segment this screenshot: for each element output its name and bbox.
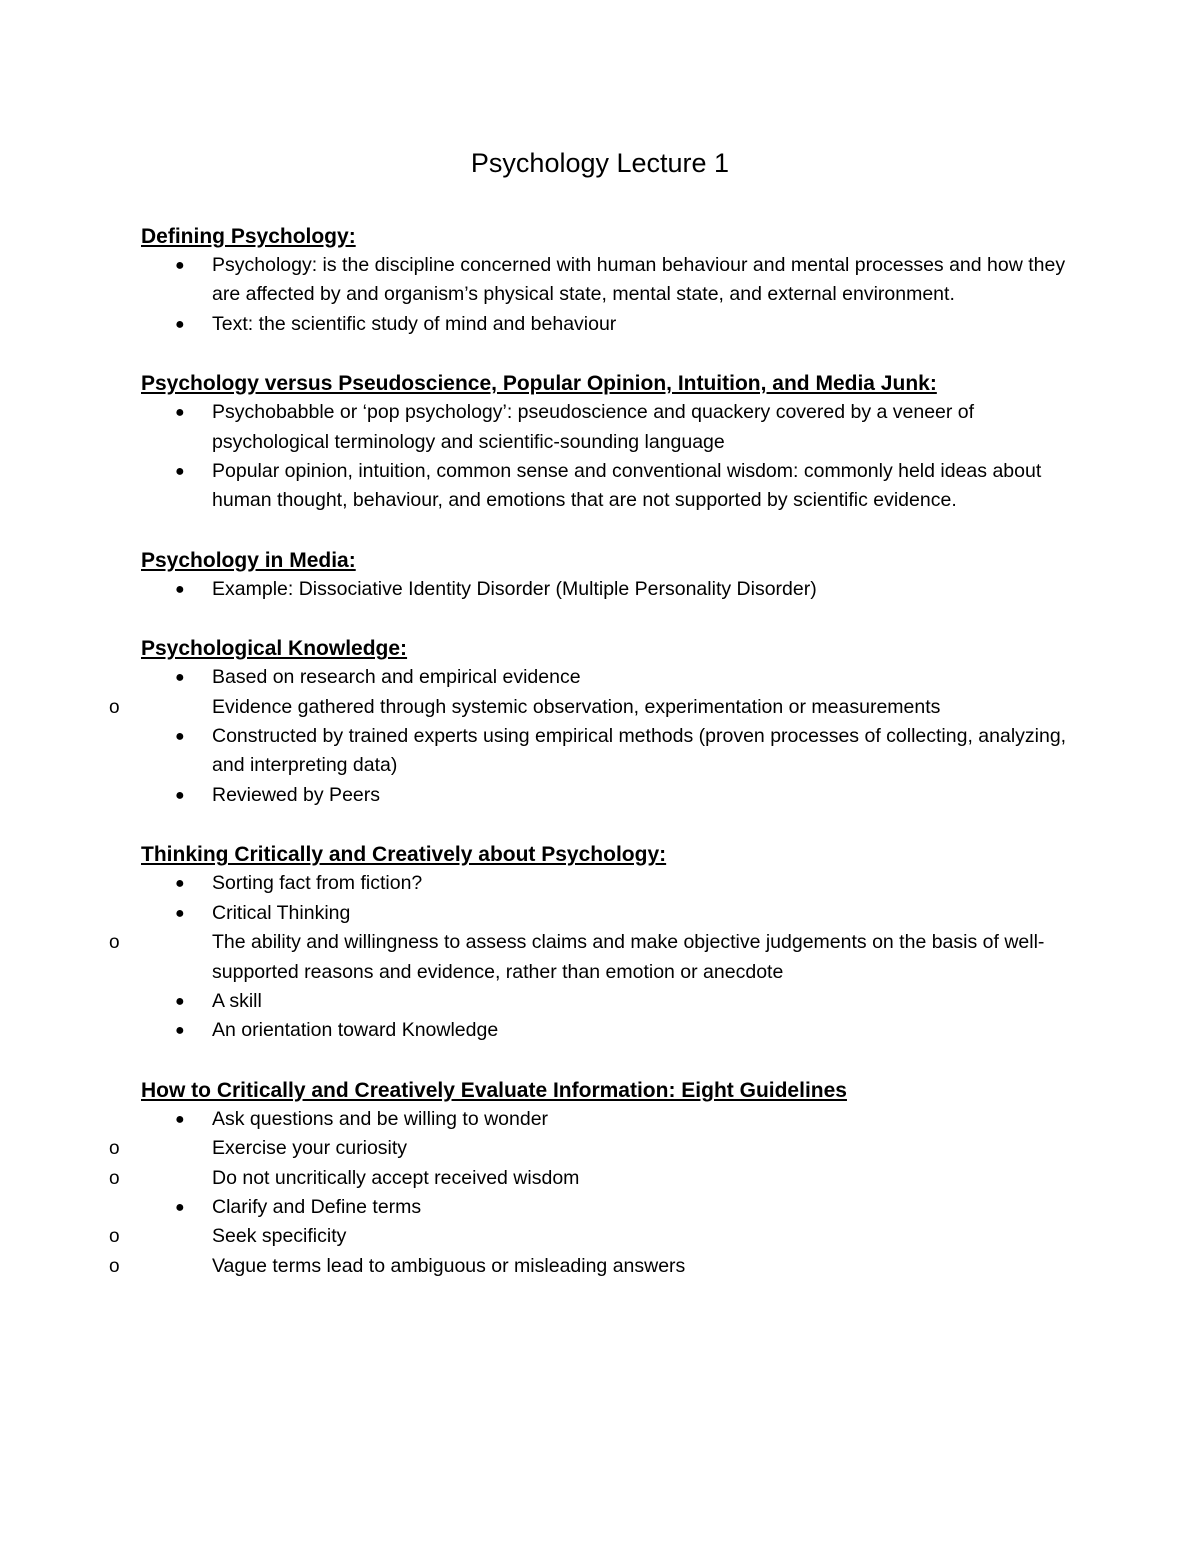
bullet-list: [109, 663, 1071, 810]
sub-list-item: [70, 928, 1071, 987]
sub-list-item-text: Exercise your curiosity: [212, 1137, 408, 1160]
list-item: [141, 1105, 1071, 1134]
section-heading: Defining Psychology:: [141, 225, 356, 248]
sub-bullet-icon: o: [109, 1138, 120, 1160]
section: [109, 634, 1071, 810]
list-item-text: Psychology: is the discipline concerned with human behaviour and mental processes and how they are affected by and organism’s physical state, mental state, and external environment.: [212, 254, 1066, 306]
list-item-text: Ask questions and be willing to wonder: [212, 1107, 549, 1130]
list-item-text: Psychobabble or ‘pop psychology’: pseudoscience and quackery covered by a veneer of psychological terminology and scientific-sounding language: [212, 401, 975, 453]
bullet-icon: ●: [175, 875, 185, 893]
list-item: [141, 398, 1071, 457]
sub-list-item: [70, 1222, 1071, 1251]
sub-list-item: [70, 1252, 1071, 1281]
sub-bullet-icon: o: [109, 1255, 120, 1277]
list-item: [141, 869, 1071, 898]
sub-list-item-text: Evidence gathered through systemic observation, experimentation or measurements: [212, 695, 941, 718]
list-item: [141, 1193, 1071, 1222]
bullet-list: [141, 251, 1071, 339]
list-item-text: Constructed by trained experts using empirical methods (proven processes of collecting, analyzing, and interpreting data): [212, 725, 1067, 777]
bullet-list: [109, 869, 1071, 1045]
list-item: [141, 722, 1071, 781]
list-item: [141, 781, 1071, 810]
bullet-icon: ●: [175, 463, 185, 481]
bullet-icon: ●: [175, 904, 185, 922]
list-item-text: Text: the scientific study of mind and behaviour: [212, 312, 617, 335]
bullet-list: [141, 398, 1071, 516]
list-item: [141, 663, 1071, 692]
sub-list-item: [70, 1134, 1071, 1163]
section: [141, 546, 1071, 604]
section-heading: How to Critically and Creatively Evaluate Information: Eight Guidelines: [141, 1078, 847, 1102]
list-item: [141, 457, 1071, 516]
bullet-icon: ●: [175, 728, 185, 746]
section-heading: Psychological Knowledge:: [141, 637, 408, 661]
sub-list-item-text: The ability and willingness to assess claims and make objective judgements on the basis of well-supported reasons and evidence, rather than emotion or anecdote: [212, 931, 1045, 983]
list-item: [141, 310, 1071, 339]
sub-list-item: [70, 1164, 1071, 1193]
section-heading: Thinking Critically and Creatively about Psychology:: [141, 843, 667, 867]
bullet-icon: ●: [175, 1110, 185, 1128]
list-item-text: Popular opinion, intuition, common sense and conventional wisdom: commonly held ideas about human thought, behaviour, and emotions that are not supported by scientific evidence.: [212, 460, 1042, 512]
list-item: [141, 251, 1071, 310]
list-item: [141, 987, 1071, 1016]
sub-bullet-icon: o: [109, 1167, 120, 1189]
list-item-text: Reviewed by Peers: [212, 783, 380, 806]
bullet-icon: ●: [175, 404, 185, 422]
section: [141, 222, 1071, 339]
bullet-icon: ●: [175, 257, 185, 274]
section: [109, 840, 1071, 1045]
bullet-icon: ●: [175, 992, 185, 1010]
list-item-text: Critical Thinking: [212, 901, 351, 924]
page-title: Psychology Lecture 1: [470, 148, 730, 178]
list-item-text: Example: Dissociative Identity Disorder (Multiple Personality Disorder): [212, 577, 817, 600]
list-item-text: An orientation toward Knowledge: [212, 1019, 499, 1042]
bullet-icon: ●: [175, 315, 185, 333]
bullet-list: [141, 575, 1071, 604]
list-item: [141, 1016, 1071, 1045]
document-body: [109, 222, 1071, 1311]
list-item-text: A skill: [212, 989, 262, 1012]
bullet-icon: ●: [175, 669, 185, 687]
section-heading: Psychology versus Pseudoscience, Popular Opinion, Intuition, and Media Junk:: [141, 372, 937, 396]
bullet-icon: ●: [175, 1198, 185, 1216]
bullet-icon: ●: [175, 786, 185, 804]
list-item: [141, 899, 1071, 928]
bullet-icon: ●: [175, 1022, 185, 1040]
section-heading: Psychology in Media:: [141, 548, 356, 572]
sub-bullet-icon: o: [109, 932, 120, 954]
bullet-icon: ●: [175, 580, 185, 598]
sub-list-item-text: Do not uncritically accept received wisdom: [212, 1166, 580, 1189]
list-item-text: Based on research and empirical evidence: [212, 666, 581, 689]
sub-bullet-icon: o: [109, 696, 120, 718]
section: [141, 369, 1071, 516]
sub-list-item: [70, 693, 1071, 722]
list-item-text: Clarify and Define terms: [212, 1195, 422, 1218]
sub-list-item-text: Seek specificity: [212, 1225, 347, 1248]
sub-bullet-icon: o: [109, 1226, 120, 1248]
section: [109, 1076, 1071, 1281]
bullet-list: [109, 1105, 1071, 1281]
list-item-text: Sorting fact from fiction?: [212, 872, 423, 895]
sub-list-item-text: Vague terms lead to ambiguous or misleading answers: [212, 1254, 686, 1277]
list-item: [141, 575, 1071, 604]
